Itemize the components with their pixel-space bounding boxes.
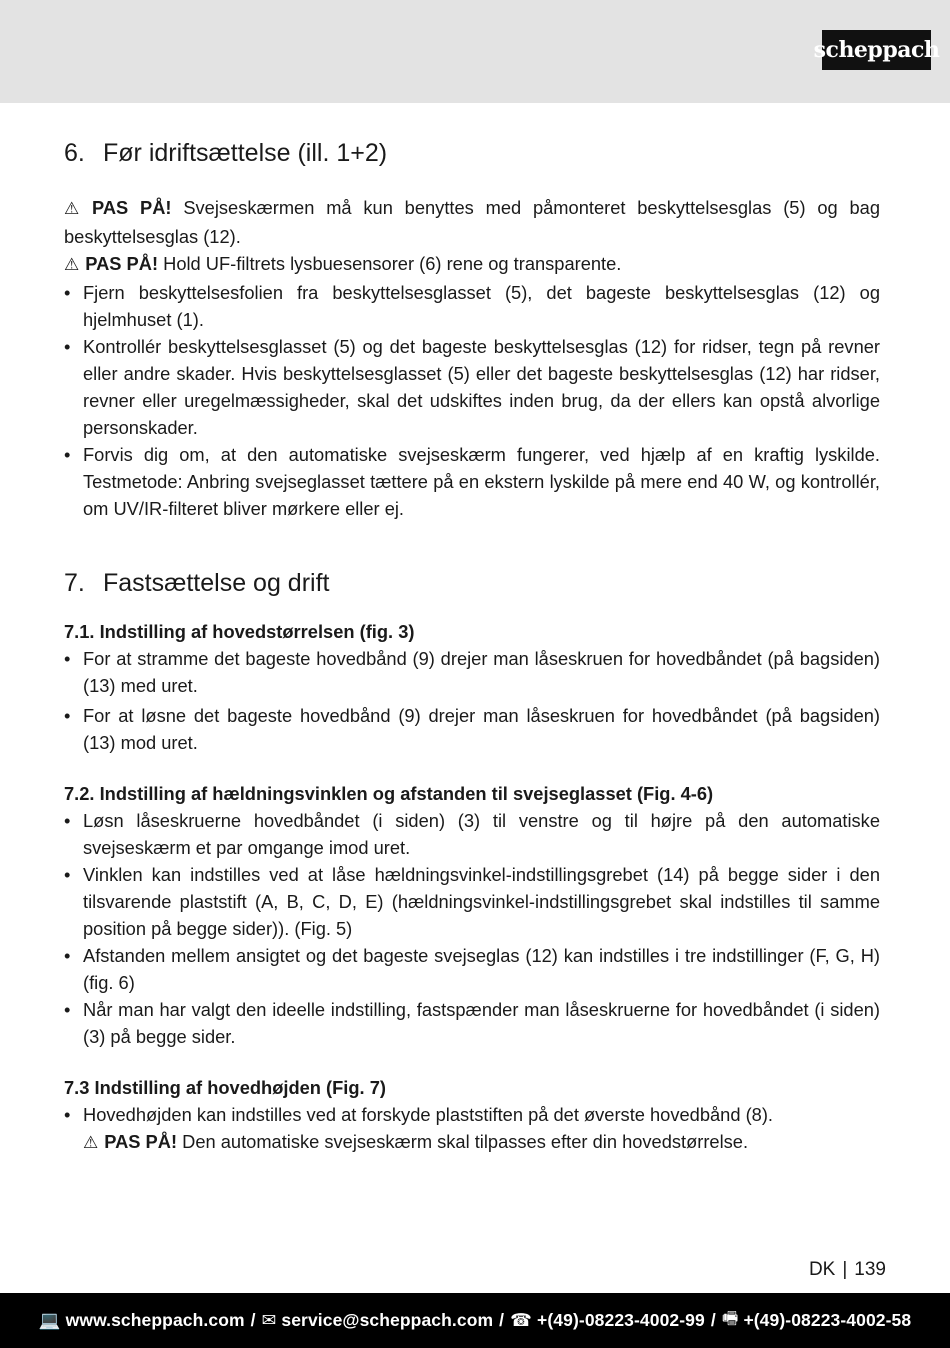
bullet-list xyxy=(64,645,880,756)
list-item: • For at løsne det bageste hovedbånd (9) drejer man låseskruen for hovedbåndet (på bagsiden) (13) mod uret. xyxy=(64,702,880,756)
envelope-icon: ✉ xyxy=(261,1310,277,1331)
warning-text: Svejseskærmen må kun benyttes med påmonteret beskyttelsesglas (5) og bag beskyttelsesglas (12). xyxy=(64,197,880,247)
phone-icon: ☎ xyxy=(510,1310,533,1331)
section-number: 6. xyxy=(64,139,85,167)
list-item: • Afstanden mellem ansigtet og det bageste svejseglas (12) kan indstilles i tre indstillinger (F, G, H) (fig. 6) xyxy=(64,942,880,996)
page-content xyxy=(64,136,880,1157)
list-item: • Når man har valgt den ideelle indstilling, fastspænder man låseskruerne for hovedbåndet (i siden) (3) på begge sider. xyxy=(64,996,880,1050)
bullet-list xyxy=(64,279,880,522)
page-footer xyxy=(0,1293,950,1348)
separator: / xyxy=(250,1310,256,1330)
list-item: • Løsn låseskruerne hovedbåndet (i siden) (3) til venstre og til højre på den automatiske svejseskærm et par omgange imod uret. xyxy=(64,807,880,861)
language-code: DK xyxy=(808,1259,836,1280)
page-number xyxy=(809,1259,886,1281)
warning-text: Hold UF-filtrets lysbuesensorer (6) rene og transparente. xyxy=(158,253,622,274)
separator: / xyxy=(710,1310,716,1330)
list-item-text: Hovedhøjden kan indstilles ved at forskyde plaststiften på det øverste hovedbånd (8). xyxy=(83,1104,773,1125)
warning-label: PAS PÅ! xyxy=(85,253,159,274)
section-title: Fastsættelse og drift xyxy=(103,569,330,597)
separator: / xyxy=(499,1310,505,1330)
section-number: 7. xyxy=(64,569,85,597)
website-link[interactable]: www.scheppach.com xyxy=(65,1310,245,1330)
list-item xyxy=(64,1101,880,1157)
bullet-list xyxy=(64,1101,880,1157)
subsection-7-1 xyxy=(64,618,880,756)
subsection-title: 7.1. Indstilling af hovedstørrelsen (fig. 3) xyxy=(64,621,415,642)
divider: | xyxy=(842,1259,848,1280)
list-item: • Forvis dig om, at den automatiske svejseskærm fungerer, ved hjælp af en kraftig lyskilde. Testmetode: Anbring svejseglasset tættere på en ekstern lyskilde på mere end 40 W, og kontrollér, om UV/IR-filteret bliver mørkere eller ej. xyxy=(64,441,880,522)
computer-icon: 💻 xyxy=(38,1310,61,1331)
warning-paragraph xyxy=(64,250,880,279)
subsection-title: 7.2. Indstilling af hældningsvinklen og afstanden til svejseglasset (Fig. 4-6) xyxy=(64,783,714,804)
warning-triangle-icon: ⚠ xyxy=(83,1133,99,1153)
warning-label: PAS PÅ! xyxy=(91,197,172,218)
warning-triangle-icon: ⚠ xyxy=(64,255,80,275)
phone-number: +(49)-08223-4002-99 xyxy=(537,1310,705,1330)
list-item: • Kontrollér beskyttelsesglasset (5) og det bageste beskyttelsesglas (12) for ridser, tegn på revner eller andre skader. Hvis beskyttelsesglasset (5) eller det bageste beskyttelsesglas (12) har ridser, revner eller uregelmæssigheder, skal det udskiftes inden brug, da der ellers kan opstå alvorlige personskader. xyxy=(64,333,880,441)
scheppach-logo: scheppach xyxy=(822,30,931,70)
warning-text: Den automatiske svejseskærm skal tilpasses efter din hovedstørrelse. xyxy=(177,1131,749,1152)
page-number-value: 139 xyxy=(854,1259,886,1280)
subsection-7-2 xyxy=(64,780,880,1050)
section-7-heading xyxy=(64,566,880,600)
email-link[interactable]: service@scheppach.com xyxy=(281,1310,494,1330)
warning-label: PAS PÅ! xyxy=(104,1131,178,1152)
fax-number: +(49)-08223-4002-58 xyxy=(743,1310,912,1330)
warning-paragraph xyxy=(64,194,880,250)
list-item: • Fjern beskyttelsesfolien fra beskyttelsesglasset (5), det bageste beskyttelsesglas (12) og hjelmhuset (1). xyxy=(64,279,880,333)
subsection-title: 7.3 Indstilling af hovedhøjden (Fig. 7) xyxy=(64,1077,386,1098)
section-6-heading xyxy=(64,136,880,170)
bullet-list xyxy=(64,807,880,1050)
page-header xyxy=(0,0,950,103)
warning-triangle-icon: ⚠ xyxy=(64,199,86,219)
subsection-7-3 xyxy=(64,1074,880,1157)
list-item: • For at stramme det bageste hovedbånd (9) drejer man låseskruen for hovedbåndet (på bagsiden) (13) med uret. xyxy=(64,645,880,699)
section-title: Før idriftsættelse (ill. 1+2) xyxy=(103,139,388,167)
list-item: • Vinklen kan indstilles ved at låse hældningsvinkel-indstillingsgrebet (14) på begge sider i den tilsvarende plaststift (A, B, C, D, E) (hældningsvinkel-indstillingsgrebet skal indstilles til samme position på begge sider)). (Fig. 5) xyxy=(64,861,880,942)
fax-icon: 🖷 xyxy=(721,1308,739,1329)
